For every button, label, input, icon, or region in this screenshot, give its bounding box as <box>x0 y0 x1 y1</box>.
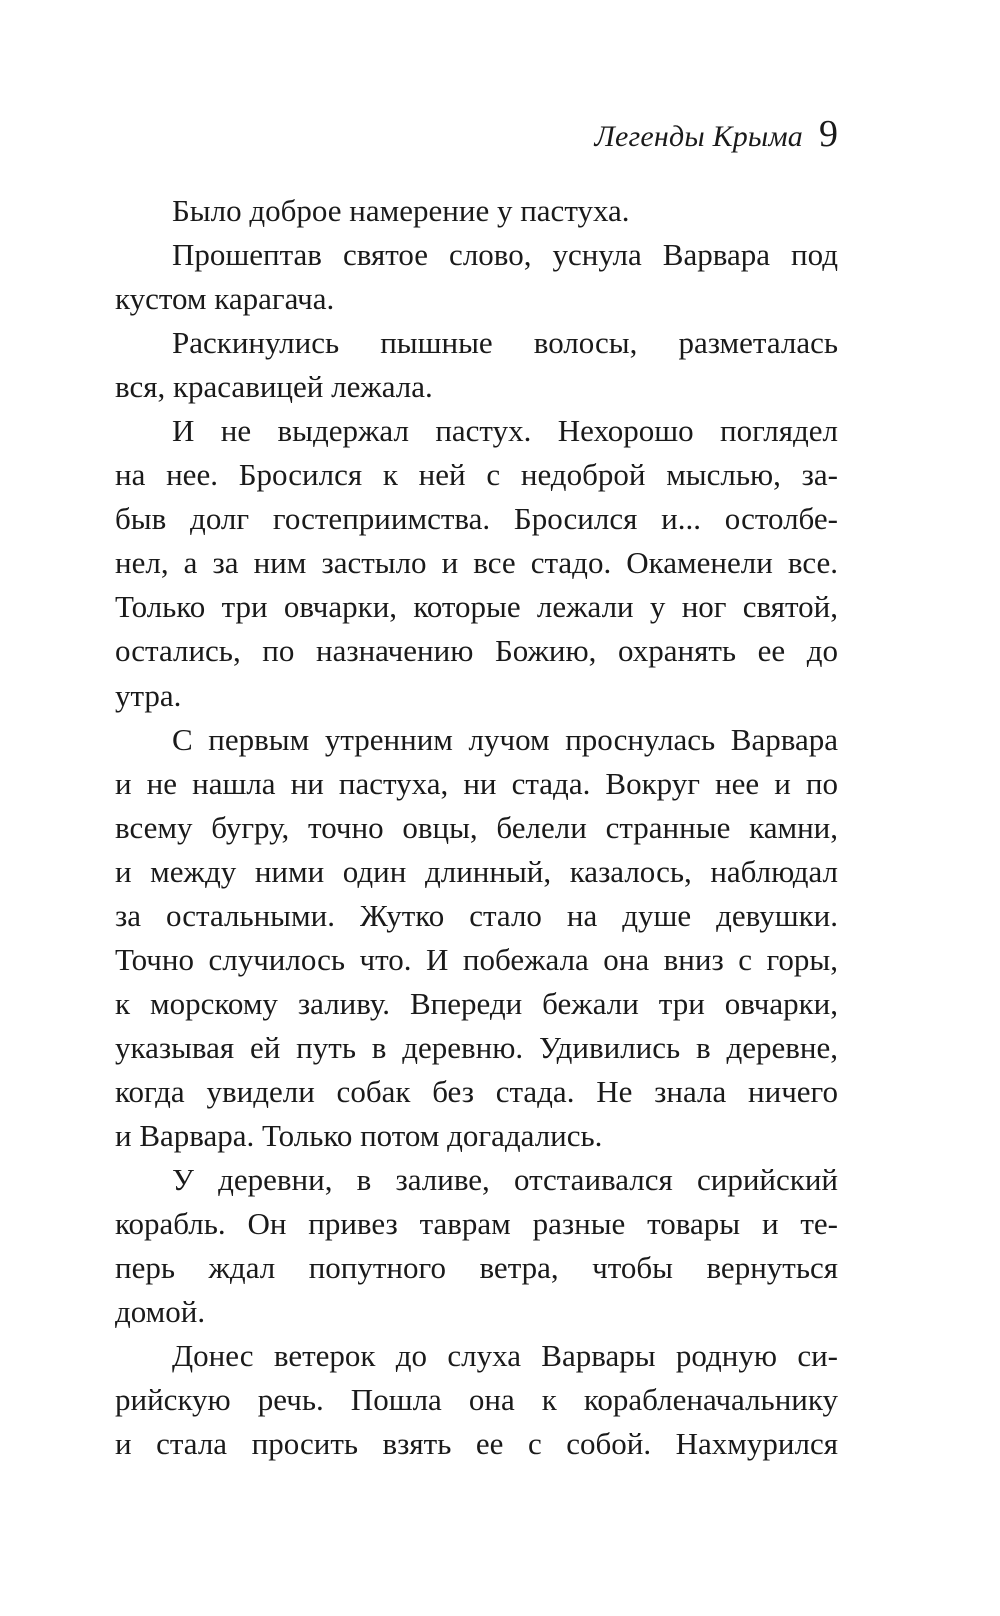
text-line: за остальными. Жутко стало на душе девушки. <box>115 897 838 933</box>
text-line: и стала просить взять ее с собой. Нахмурился <box>115 1426 838 1462</box>
text-line: Только три овчарки, которые лежали у ног святой, <box>115 589 838 625</box>
text-line: Раскинулись пышные волосы, разметалась <box>172 325 838 361</box>
page-number: 9 <box>819 113 838 155</box>
text-line: на нее. Бросился к ней с недоброй мыслью, за- <box>115 457 838 493</box>
running-header <box>594 112 838 160</box>
text-line: Донес ветерок до слуха Варвары родную си- <box>172 1338 838 1374</box>
text-line: и между ними один длинный, казалось, наблюдал <box>115 853 838 889</box>
text-line: Точно случилось что. И побежала она вниз с горы, <box>115 941 838 977</box>
text-line: И не выдержал пастух. Нехорошо поглядел <box>172 413 838 449</box>
text-line: указывая ей путь в деревню. Удивились в деревне, <box>115 1029 838 1065</box>
text-line: кустом карагача. <box>115 281 335 317</box>
text-line: и не нашла ни пастуха, ни стада. Вокруг нее и по <box>115 765 838 801</box>
text-line: Прошептав святое слово, уснула Варвара под <box>172 237 838 273</box>
text-line: и Варвара. Только потом догадались. <box>115 1117 603 1153</box>
text-line: утра. <box>115 677 182 713</box>
text-line: С первым утренним лучом проснулась Варвара <box>172 721 838 757</box>
body-text <box>115 189 838 1466</box>
text-line: когда увидели собак без стада. Не знала ничего <box>115 1073 838 1109</box>
text-line: к морскому заливу. Впереди бежали три овчарки, <box>115 985 838 1021</box>
text-line: вся, красавицей лежала. <box>115 369 433 405</box>
text-line: нел, а за ним застыло и все стадо. Окаменели все. <box>115 545 838 581</box>
text-line: У деревни, в заливе, отстаивался сирийский <box>172 1162 838 1198</box>
running-title: Легенды Крыма <box>594 120 803 153</box>
text-line: остались, по назначению Божию, охранять ее до <box>115 633 838 669</box>
text-line: рийскую речь. Пошла она к корабленачальнику <box>115 1382 838 1418</box>
text-line: всему бугру, точно овцы, белели странные камни, <box>115 809 838 845</box>
text-line: быв долг гостеприимства. Бросился и... остолбе- <box>115 501 838 537</box>
text-line: перь ждал попутного ветра, чтобы вернуться <box>115 1250 838 1286</box>
text-line: корабль. Он привез таврам разные товары и те- <box>115 1206 838 1242</box>
text-line: домой. <box>115 1294 206 1330</box>
text-line: Было доброе намерение у пастуха. <box>172 193 630 228</box>
